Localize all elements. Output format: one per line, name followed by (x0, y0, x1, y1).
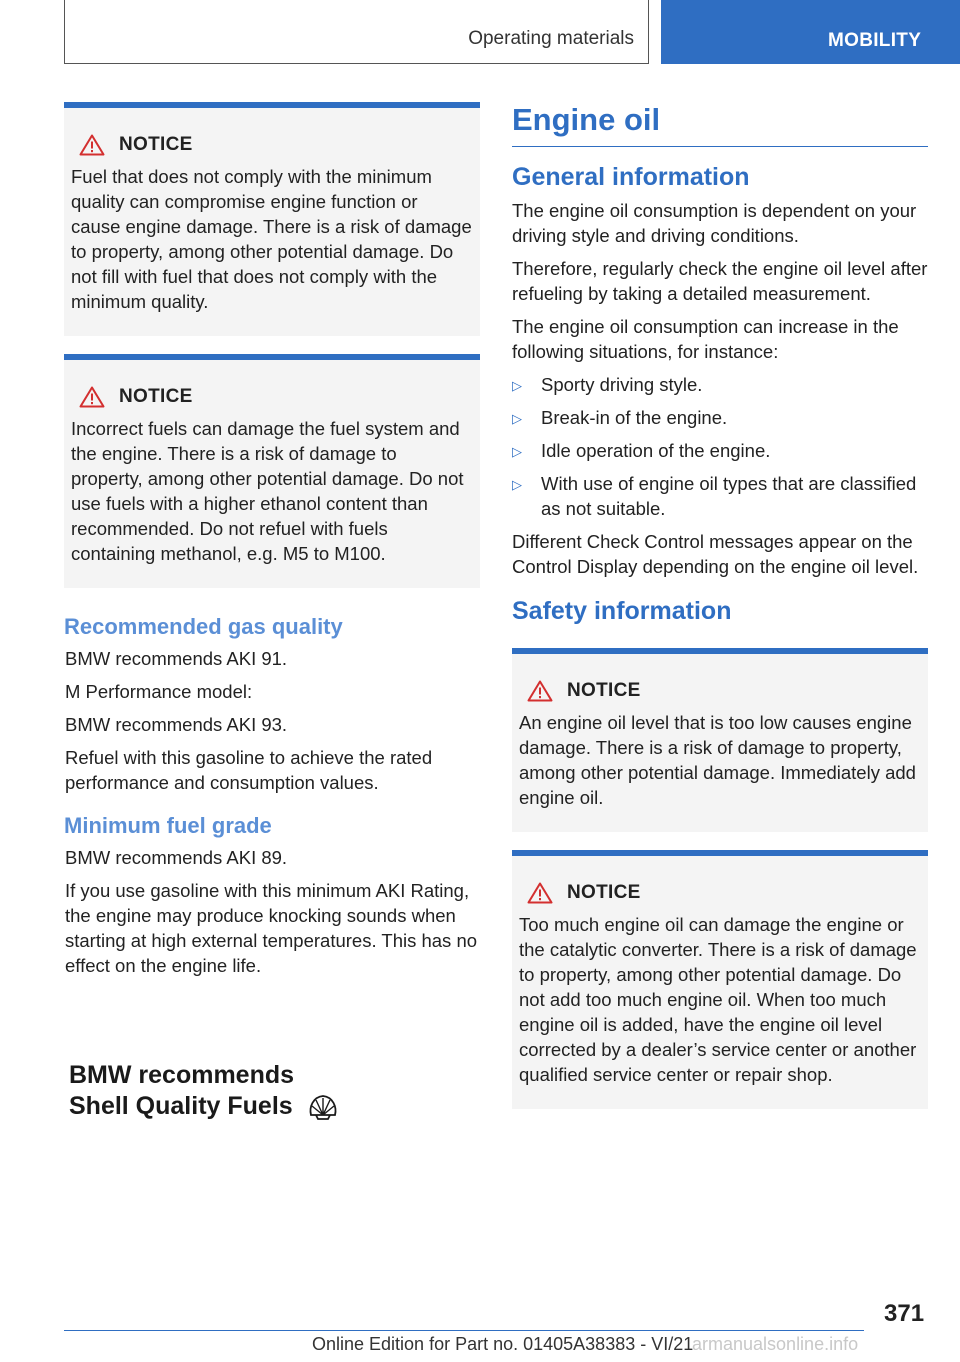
general-information-heading: General information (512, 163, 750, 191)
safety-information-heading: Safety information (512, 597, 732, 625)
paragraph: M Performance model: (65, 681, 253, 702)
footer-divider (64, 1330, 864, 1331)
warning-triangle-icon (79, 386, 105, 408)
watermark-text: armanualsonline.info (692, 1334, 859, 1354)
notice-title: NOTICE (567, 680, 641, 701)
page-number: 371 (884, 1300, 925, 1327)
notice-text: Fuel that does not comply with the minimum quality can compromise engine function or cause engine damage. There is a risk of damage to property, among other potential damage. Do not fill with fuel that does not comply with the minimum quality. (71, 166, 472, 312)
situation-list (512, 372, 928, 521)
list-item: ▷ Idle operation of the engine. (512, 438, 928, 464)
triangle-bullet-icon: ▷ (512, 477, 522, 492)
warning-triangle-icon (527, 882, 553, 904)
right-column (512, 102, 928, 1127)
triangle-bullet-icon: ▷ (512, 378, 522, 393)
warning-triangle-icon (527, 680, 553, 702)
shell-pecten-icon (307, 1093, 339, 1121)
header-chapter-tab (661, 0, 960, 64)
notice-title: NOTICE (119, 386, 193, 407)
header-section-title: Operating materials (468, 28, 634, 49)
notice-text: An engine oil level that is too low causes engine damage. There is a risk of damage to property, among other potential damage. Immediately add engine oil. (519, 712, 916, 808)
header-chapter-title: MOBILITY (828, 30, 922, 51)
shell-line-2: Shell Quality Fuels (69, 1092, 293, 1120)
notice-text: Incorrect fuels can damage the fuel system and the engine. There is a risk of damage to property, among other potential damage. Do not use fuels with a higher ethanol content than recommended. Do not refuel with fuels containing methanol, e.g. M5 to M100. (71, 418, 464, 564)
footer-edition-text: Online Edition for Part no. 01405A38383 - VI/21 (312, 1334, 694, 1354)
paragraph: BMW recommends AKI 89. (65, 847, 288, 868)
list-item: ▷ Break-in of the engine. (512, 405, 928, 431)
left-column (64, 102, 480, 986)
list-item: ▷ Sporty driving style. (512, 372, 928, 398)
paragraph: If you use gasoline with this minimum AKI Rating, the engine may produce knocking sounds when starting at high external temperatures. This has no effect on the engine life. (65, 880, 478, 976)
triangle-bullet-icon: ▷ (512, 411, 522, 426)
notice-title: NOTICE (567, 882, 641, 903)
paragraph: The engine oil consumption is dependent on your driving style and driving conditions. (512, 200, 917, 246)
engine-oil-title: Engine oil (512, 102, 928, 147)
paragraph: Different Check Control messages appear on the Control Display depending on the engine oil level. (512, 531, 919, 577)
paragraph: BMW recommends AKI 93. (65, 714, 288, 735)
notice-box (512, 648, 928, 832)
shell-recommendation-logo (69, 1060, 339, 1122)
paragraph: Therefore, regularly check the engine oil level after refueling by taking a detailed measurement. (512, 258, 928, 304)
warning-triangle-icon (79, 134, 105, 156)
list-item: ▷ With use of engine oil types that are classified as not suitable. (512, 473, 917, 519)
triangle-bullet-icon: ▷ (512, 444, 522, 459)
notice-text: Too much engine oil can damage the engine or the catalytic converter. There is a risk of damage to property, among other potential damage. Do not add too much engine oil. When too much engine oil is added, have the engine oil level corrected by a dealer’s service center or another qualified service center or repair shop. (519, 914, 917, 1085)
header-section-box (64, 0, 649, 64)
shell-line-1: BMW recommends (69, 1061, 295, 1089)
paragraph: The engine oil consumption can increase in the following situations, for instance: (512, 316, 899, 362)
paragraph: BMW recommends AKI 91. (65, 648, 288, 669)
recommended-gas-heading: Recommended gas quality (64, 614, 343, 639)
notice-box (64, 102, 480, 336)
notice-title: NOTICE (119, 134, 193, 155)
minimum-fuel-heading: Minimum fuel grade (64, 813, 272, 838)
notice-box (64, 354, 480, 588)
notice-box (512, 850, 928, 1109)
paragraph: Refuel with this gasoline to achieve the rated performance and consumption values. (65, 747, 433, 793)
